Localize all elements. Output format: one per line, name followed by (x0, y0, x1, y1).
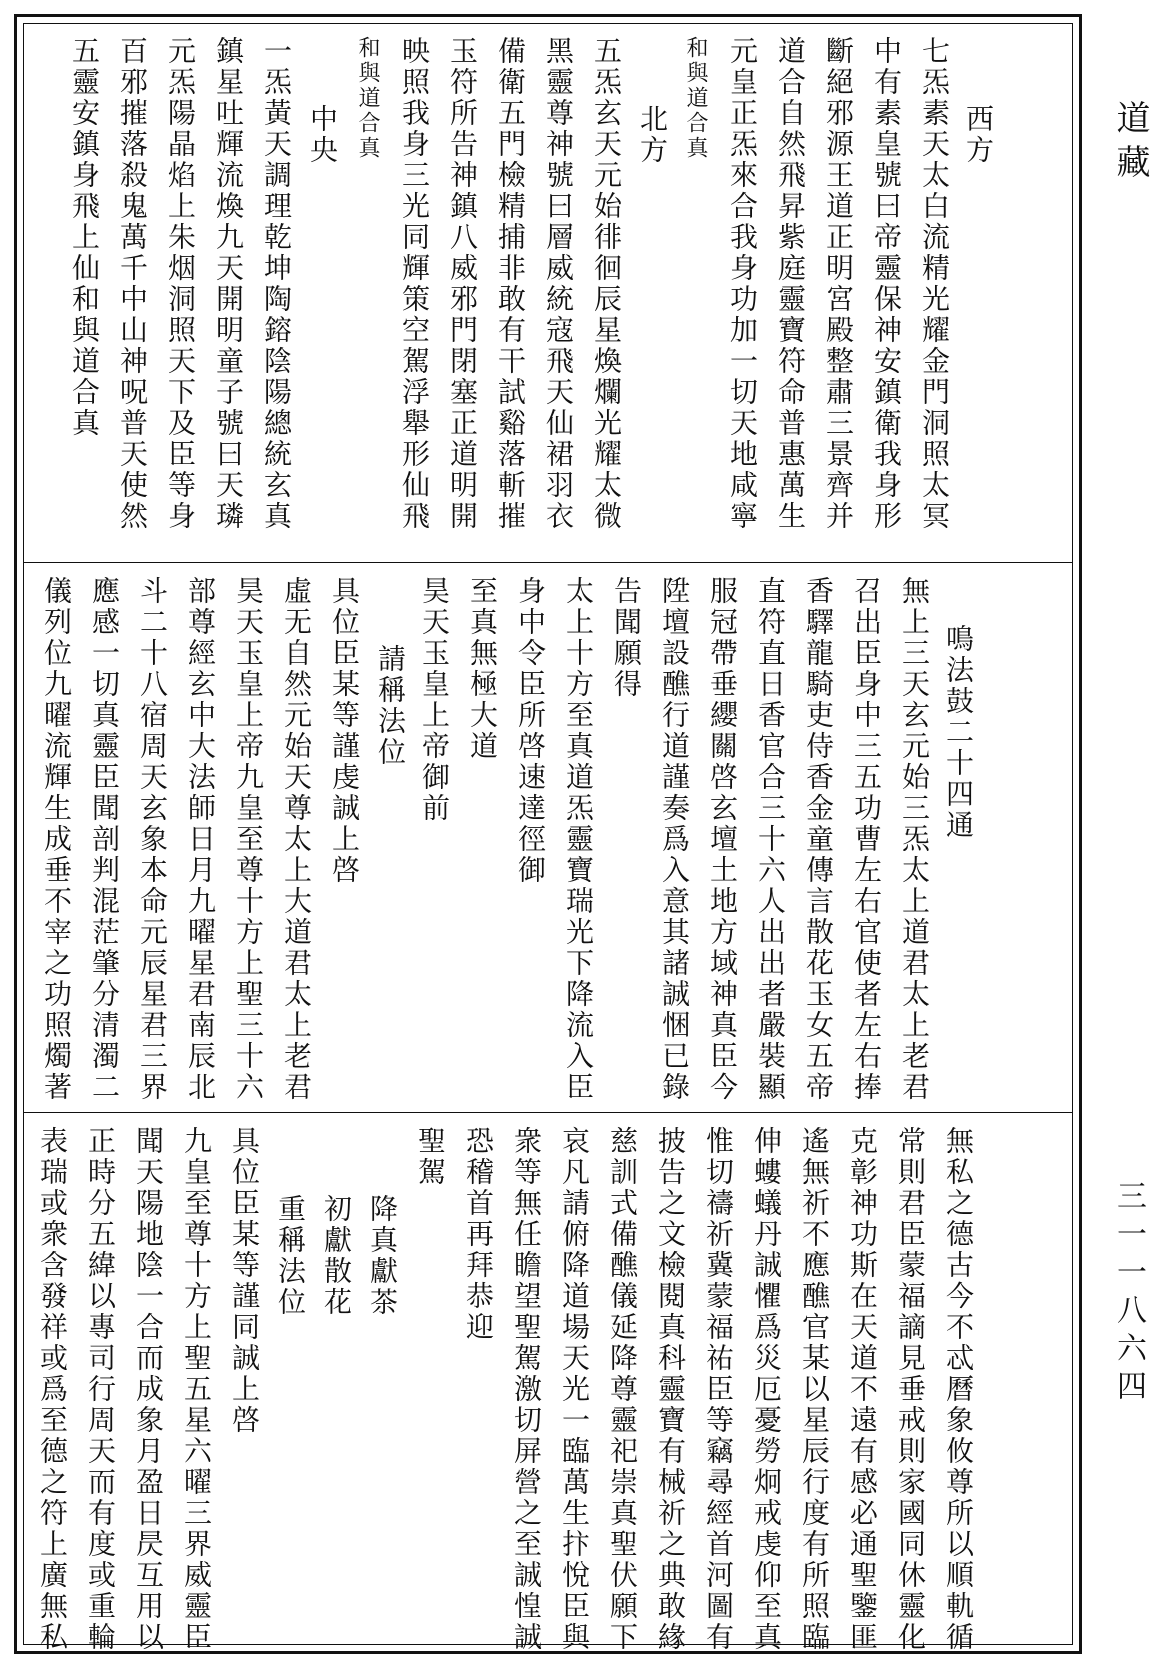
text-column: 披告之文檢閱真科靈寶有械祈之典敢緣 (654, 1126, 687, 1653)
text-column: 服冠帶垂纓關啓玄壇土地方域神真臣今 (706, 576, 739, 1103)
heading-title: 重稱法位 (274, 1194, 307, 1318)
text-column: 鎮星吐輝流煥九天開明童子號曰天璘 (212, 36, 245, 532)
text-column: 直符直日香官合三十六人出出者嚴裝顯 (754, 576, 787, 1103)
text-column: 應感一切真靈臣聞剖判混茫肇分清濁二 (88, 576, 121, 1103)
text-area (23, 23, 1073, 1653)
text-column: 遙無祈不應醮官某以星辰行度有所照臨 (798, 1126, 831, 1653)
text-column: 和與道合真 (355, 36, 380, 161)
text-column: 正時分五緯以專司行周天而有度或重輪 (84, 1126, 117, 1653)
text-column: 映照我身三光同輝策空駕浮舉形仙飛 (398, 36, 431, 532)
text-column: 香驛龍騎吏侍香金童傳言散花玉女五帝 (802, 576, 835, 1103)
text-column: 儀列位九曜流輝生成垂不宰之功照燭著 (40, 576, 73, 1103)
heading-north: 北方 (636, 104, 669, 166)
text-column: 初獻散花 (320, 1194, 353, 1318)
text-column: 斷絕邪源王道正明宮殿整肅三景齊并 (822, 36, 855, 532)
text-column: 常則君臣蒙福謫見垂戒則家國同休靈化 (894, 1126, 927, 1653)
text-column: 伸螻蟻丹誠懼爲災厄憂勞炯戒虔仰至真 (750, 1126, 783, 1653)
text-column: 和與道合真 (683, 36, 708, 161)
heading-title: 請稱法位 (374, 644, 407, 768)
page-number: 三一一八六四 (1111, 1180, 1146, 1408)
text-column: 五靈安鎮身飛上仙和與道合真 (68, 36, 101, 439)
text-column: 中有素皇號曰帝靈保神安鎮衛我身形 (870, 36, 903, 532)
text-column: 無私之德古今不忒曆象攸尊所以順軌循 (942, 1126, 975, 1653)
text-column: 玉符所告神鎮八威邪門閉塞正道明開 (446, 36, 479, 532)
text-column: 無上三天玄元始三炁太上道君太上老君 (898, 576, 931, 1103)
text-column: 昊天玉皇上帝御前 (418, 576, 451, 824)
text-column: 九皇至尊十方上聖五星六曜三界威靈臣 (180, 1126, 213, 1653)
book-title: 道藏 (1110, 100, 1150, 188)
text-column: 備衛五門檢精捕非敢有干試谿落斬摧 (494, 36, 527, 532)
text-column: 具位臣某等謹虔誠上啓 (328, 576, 361, 886)
heading-drum: 鳴法鼓二十四通 (942, 624, 975, 841)
text-column: 至真無極大道 (466, 576, 499, 762)
text-column: 哀凡請俯降道場天光一臨萬生抃悅臣與 (558, 1126, 591, 1653)
text-column: 身中令臣所啓速達徑御 (514, 576, 547, 886)
text-column: 表瑞或衆含發祥或爲至德之符上廣無私 (36, 1126, 69, 1653)
page-frame (14, 14, 1082, 1654)
text-column: 七炁素天太白流精光耀金門洞照太冥 (918, 36, 951, 532)
text-column: 聞天陽地陰一合而成象月盈日昃互用以 (132, 1126, 165, 1653)
text-column: 太上十方至真道炁靈寶瑞光下降流入臣 (562, 576, 595, 1103)
heading-west: 西方 (962, 104, 995, 166)
text-column: 道合自然飛昇紫庭靈寶符命普惠萬生 (774, 36, 807, 532)
text-column: 百邪摧落殺鬼萬千中山神呪普天使然 (116, 36, 149, 532)
text-column: 惟切禱祈冀蒙福祐臣等竊尋經首河圖有 (702, 1126, 735, 1653)
text-column: 斗二十八宿周天玄象本命元辰星君三界 (136, 576, 169, 1103)
text-column: 召出臣身中三五功曹左右官使者左右捧 (850, 576, 883, 1103)
text-column: 衆等無任瞻望聖駕激切屏營之至誠惶誠 (510, 1126, 543, 1653)
text-column: 五炁玄天元始徘徊辰星煥爛光耀太微 (590, 36, 623, 532)
text-column: 虛无自然元始天尊太上大道君太上老君 (280, 576, 313, 1103)
text-column: 元炁陽晶焰上朱烟洞照天下及臣等身 (164, 36, 197, 532)
text-column: 部尊經玄中大法師日月九曜星君南辰北 (184, 576, 217, 1103)
text-column: 慈訓式備醮儀延降尊靈祀崇真聖伏願下 (606, 1126, 639, 1653)
heading-center: 中央 (306, 104, 339, 166)
text-column: 聖駕 (414, 1126, 447, 1188)
text-column: 黑靈尊神號曰層威統寇飛天仙裙羽衣 (542, 36, 575, 532)
text-column: 陞壇設醮行道謹奏爲入意其諸誠悃已錄 (658, 576, 691, 1103)
text-column: 克彰神功斯在天道不遠有感必通聖鑒匪 (846, 1126, 879, 1653)
panel-bottom (24, 1114, 1072, 1652)
text-column: 昊天玉皇上帝九皇至尊十方上聖三十六 (232, 576, 265, 1103)
panel-middle (24, 564, 1072, 1112)
text-column: 一炁黃天調理乾坤陶鎔陰陽總統玄真 (260, 36, 293, 532)
panel-top (24, 24, 1072, 562)
panel-divider (24, 562, 1072, 563)
text-column: 恐稽首再拜恭迎 (462, 1126, 495, 1343)
text-column: 降真獻茶 (366, 1194, 399, 1318)
text-column: 元皇正炁來合我身功加一切天地咸寧 (726, 36, 759, 532)
text-column: 具位臣某等謹同誠上啓 (228, 1126, 261, 1436)
panel-divider (24, 1112, 1072, 1113)
text-column: 告聞願得 (610, 576, 643, 700)
